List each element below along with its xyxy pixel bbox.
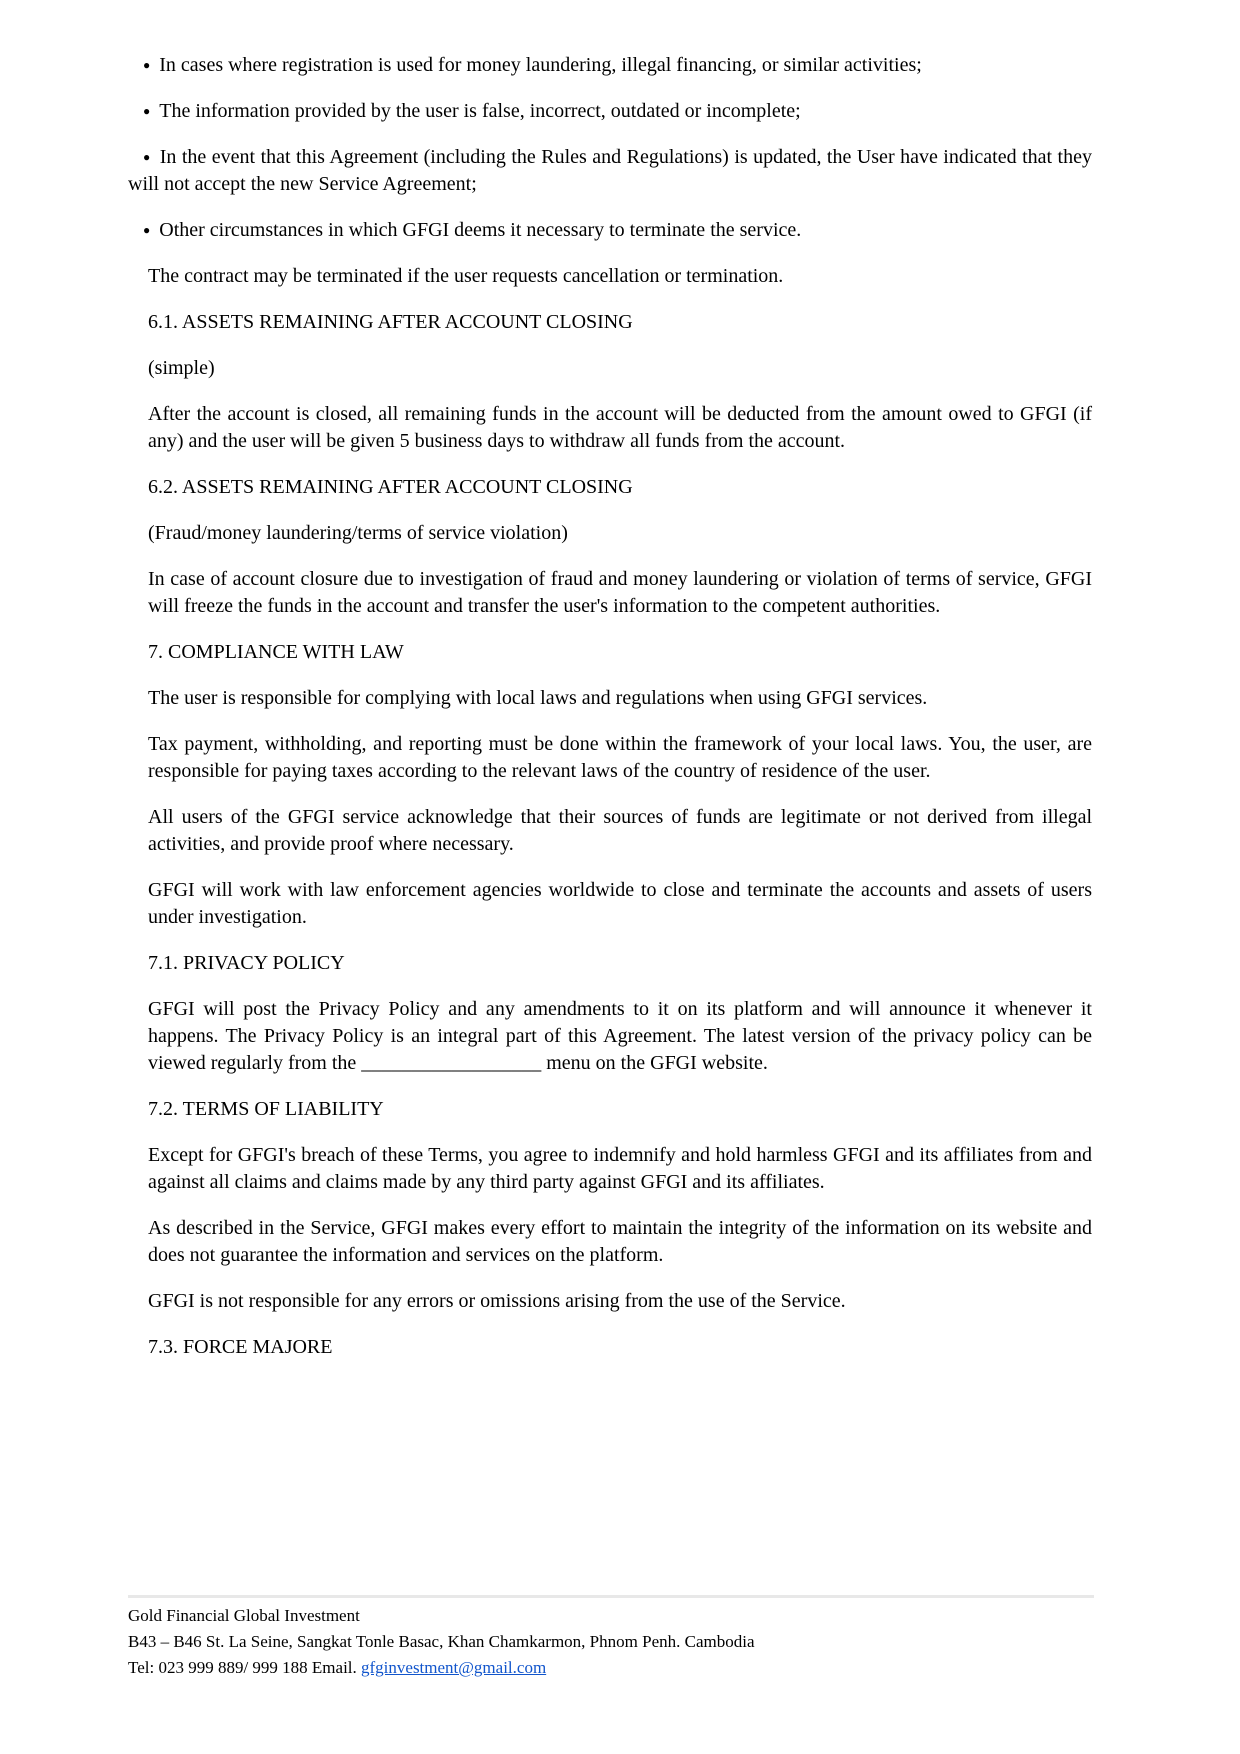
paragraph: As described in the Service, GFGI makes every effort to maintain the integrity of the information on its website and does not guarantee the information and services on the platform. bbox=[148, 1217, 1092, 1266]
paragraph: All users of the GFGI service acknowledge that their sources of funds are legitimate or not derived from illegal activities, and provide proof where necessary. bbox=[148, 806, 1092, 855]
heading-7-2: 7.2. TERMS OF LIABILITY bbox=[148, 1098, 384, 1120]
document-body bbox=[128, 52, 1092, 1380]
paragraph: GFGI will work with law enforcement agencies worldwide to close and terminate the accounts and assets of users under investigation. bbox=[148, 879, 1092, 928]
paragraph: GFGI will post the Privacy Policy and any amendments to it on its platform and will announce it whenever it happens. The Privacy Policy is an integral part of this Agreement. The latest version of the privacy policy can be viewed regularly from the __________________ menu on the GFGI website. bbox=[148, 998, 1092, 1074]
paragraph: Tax payment, withholding, and reporting must be done within the framework of your local laws. You, the user, are responsible for paying taxes according to the relevant laws of the country of residence of the user. bbox=[148, 733, 1092, 782]
paragraph: Except for GFGI's breach of these Terms, you agree to indemnify and hold harmless GFGI and its affiliates from and against all claims and claims made by any third party against GFGI and its affiliates. bbox=[148, 1144, 1092, 1193]
bullet-item bbox=[128, 217, 1092, 244]
footer-contact-text: Tel: 023 999 889/ 999 188 Email. bbox=[128, 1658, 362, 1677]
footer-contact bbox=[128, 1655, 1094, 1681]
paragraph: The user is responsible for complying with local laws and regulations when using GFGI services. bbox=[148, 687, 928, 709]
heading-7: 7. COMPLIANCE WITH LAW bbox=[148, 641, 404, 663]
bullet-text: The information provided by the user is false, incorrect, outdated or incomplete; bbox=[159, 100, 801, 122]
bullet-item bbox=[128, 144, 1092, 198]
heading-7-1: 7.1. PRIVACY POLICY bbox=[148, 952, 345, 974]
paragraph: GFGI is not responsible for any errors or omissions arising from the use of the Service. bbox=[148, 1290, 846, 1312]
bullet-item bbox=[128, 98, 1092, 125]
heading-6-1: 6.1. ASSETS REMAINING AFTER ACCOUNT CLOSING bbox=[148, 311, 633, 333]
footer-company: Gold Financial Global Investment bbox=[128, 1606, 360, 1625]
bullet-text: In cases where registration is used for money laundering, illegal financing, or similar activities; bbox=[159, 54, 922, 76]
bullet-item bbox=[128, 52, 1092, 79]
bullet-marker: ● bbox=[143, 58, 151, 72]
heading-7-3: 7.3. FORCE MAJORE bbox=[148, 1336, 333, 1358]
bullet-marker: ● bbox=[143, 104, 151, 118]
paragraph: (simple) bbox=[148, 357, 215, 379]
bullet-marker: ● bbox=[143, 150, 151, 164]
paragraph: In case of account closure due to investigation of fraud and money laundering or violation of terms of service, GFGI will freeze the funds in the account and transfer the user's information to the competent authorities. bbox=[148, 568, 1092, 617]
footer-address: B43 – B46 St. La Seine, Sangkat Tonle Basac, Khan Chamkarmon, Phnom Penh. Cambodia bbox=[128, 1632, 755, 1651]
heading-6-2: 6.2. ASSETS REMAINING AFTER ACCOUNT CLOSING bbox=[148, 476, 633, 498]
footer-email-link[interactable]: gfginvestment@gmail.com bbox=[361, 1658, 547, 1677]
bullet-text: In the event that this Agreement (including the Rules and Regulations) is updated, the User have indicated that they will not accept the new Service Agreement; bbox=[128, 146, 1092, 195]
footer-divider bbox=[128, 1595, 1094, 1598]
paragraph: After the account is closed, all remaining funds in the account will be deducted from the amount owed to GFGI (if any) and the user will be given 5 business days to withdraw all funds from the account. bbox=[148, 403, 1092, 452]
paragraph: (Fraud/money laundering/terms of service violation) bbox=[148, 522, 568, 544]
paragraph: The contract may be terminated if the user requests cancellation or termination. bbox=[148, 265, 784, 287]
bullet-text: Other circumstances in which GFGI deems it necessary to terminate the service. bbox=[159, 219, 802, 241]
page-footer bbox=[128, 1595, 1094, 1681]
bullet-marker: ● bbox=[143, 223, 151, 237]
